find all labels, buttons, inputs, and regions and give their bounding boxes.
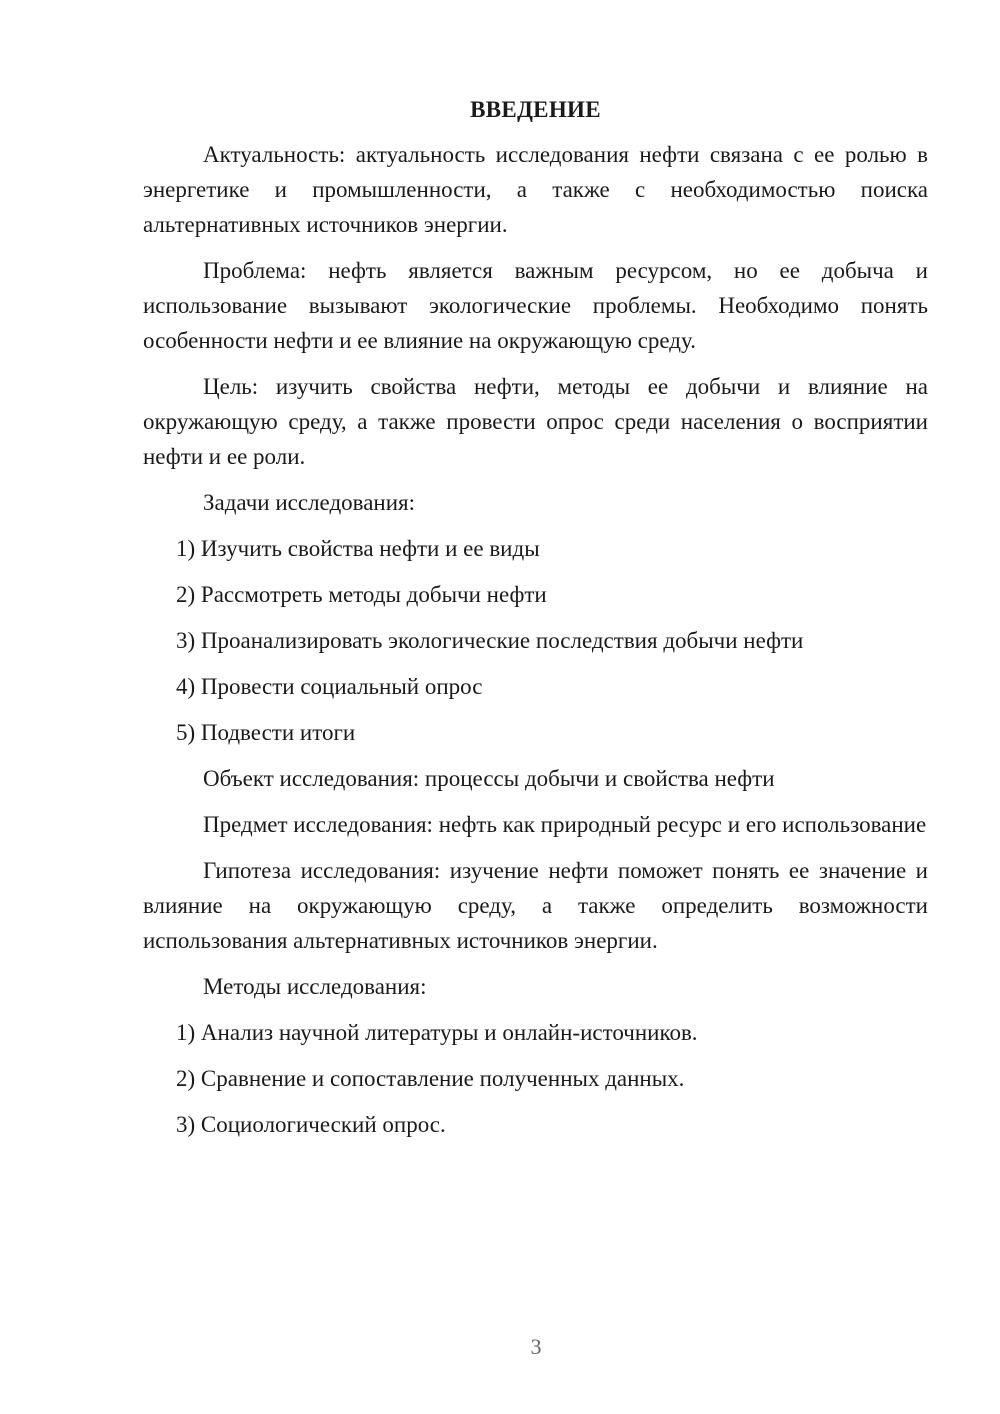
section-title: ВВЕДЕНИЕ xyxy=(470,97,601,122)
object-paragraph: Объект исследования: процессы добычи и свойства нефти xyxy=(203,766,775,791)
relevance-paragraph: Актуальность: актуальность исследования нефти связана с ее ролью в энергетике и промышленности, а также с необходимостью поиска альтернативных источников энергии. xyxy=(143,142,928,237)
page-content xyxy=(143,92,928,1153)
task-item: 5) Подвести итоги xyxy=(176,720,356,745)
method-item: 3) Социологический опрос. xyxy=(176,1112,446,1137)
page-number: 3 xyxy=(530,1334,542,1359)
method-item: 1) Анализ научной литературы и онлайн-источников. xyxy=(176,1020,698,1045)
subject-paragraph: Предмет исследования: нефть как природный ресурс и его использование xyxy=(203,812,927,837)
task-item: 3) Проанализировать экологические последствия добычи нефти xyxy=(176,628,804,653)
task-item: 4) Провести социальный опрос xyxy=(176,674,483,699)
goal-paragraph: Цель: изучить свойства нефти, методы ее добычи и влияние на окружающую среду, а также провести опрос среди населения о восприятии нефти и ее роли. xyxy=(143,374,928,469)
methods-heading: Методы исследования: xyxy=(203,974,427,999)
method-item: 2) Сравнение и сопоставление полученных данных. xyxy=(176,1066,685,1091)
hypothesis-paragraph: Гипотеза исследования: изучение нефти поможет понять ее значение и влияние на окружающую среду, а также определить возможности использования альтернативных источников энергии. xyxy=(143,858,928,953)
task-item: 1) Изучить свойства нефти и ее виды xyxy=(176,536,540,561)
task-item: 2) Рассмотреть методы добычи нефти xyxy=(176,582,547,607)
tasks-heading: Задачи исследования: xyxy=(203,490,416,515)
problem-paragraph: Проблема: нефть является важным ресурсом, но ее добыча и использование вызывают экологические проблемы. Необходимо понять особенности нефти и ее влияние на окружающую среду. xyxy=(143,258,928,353)
